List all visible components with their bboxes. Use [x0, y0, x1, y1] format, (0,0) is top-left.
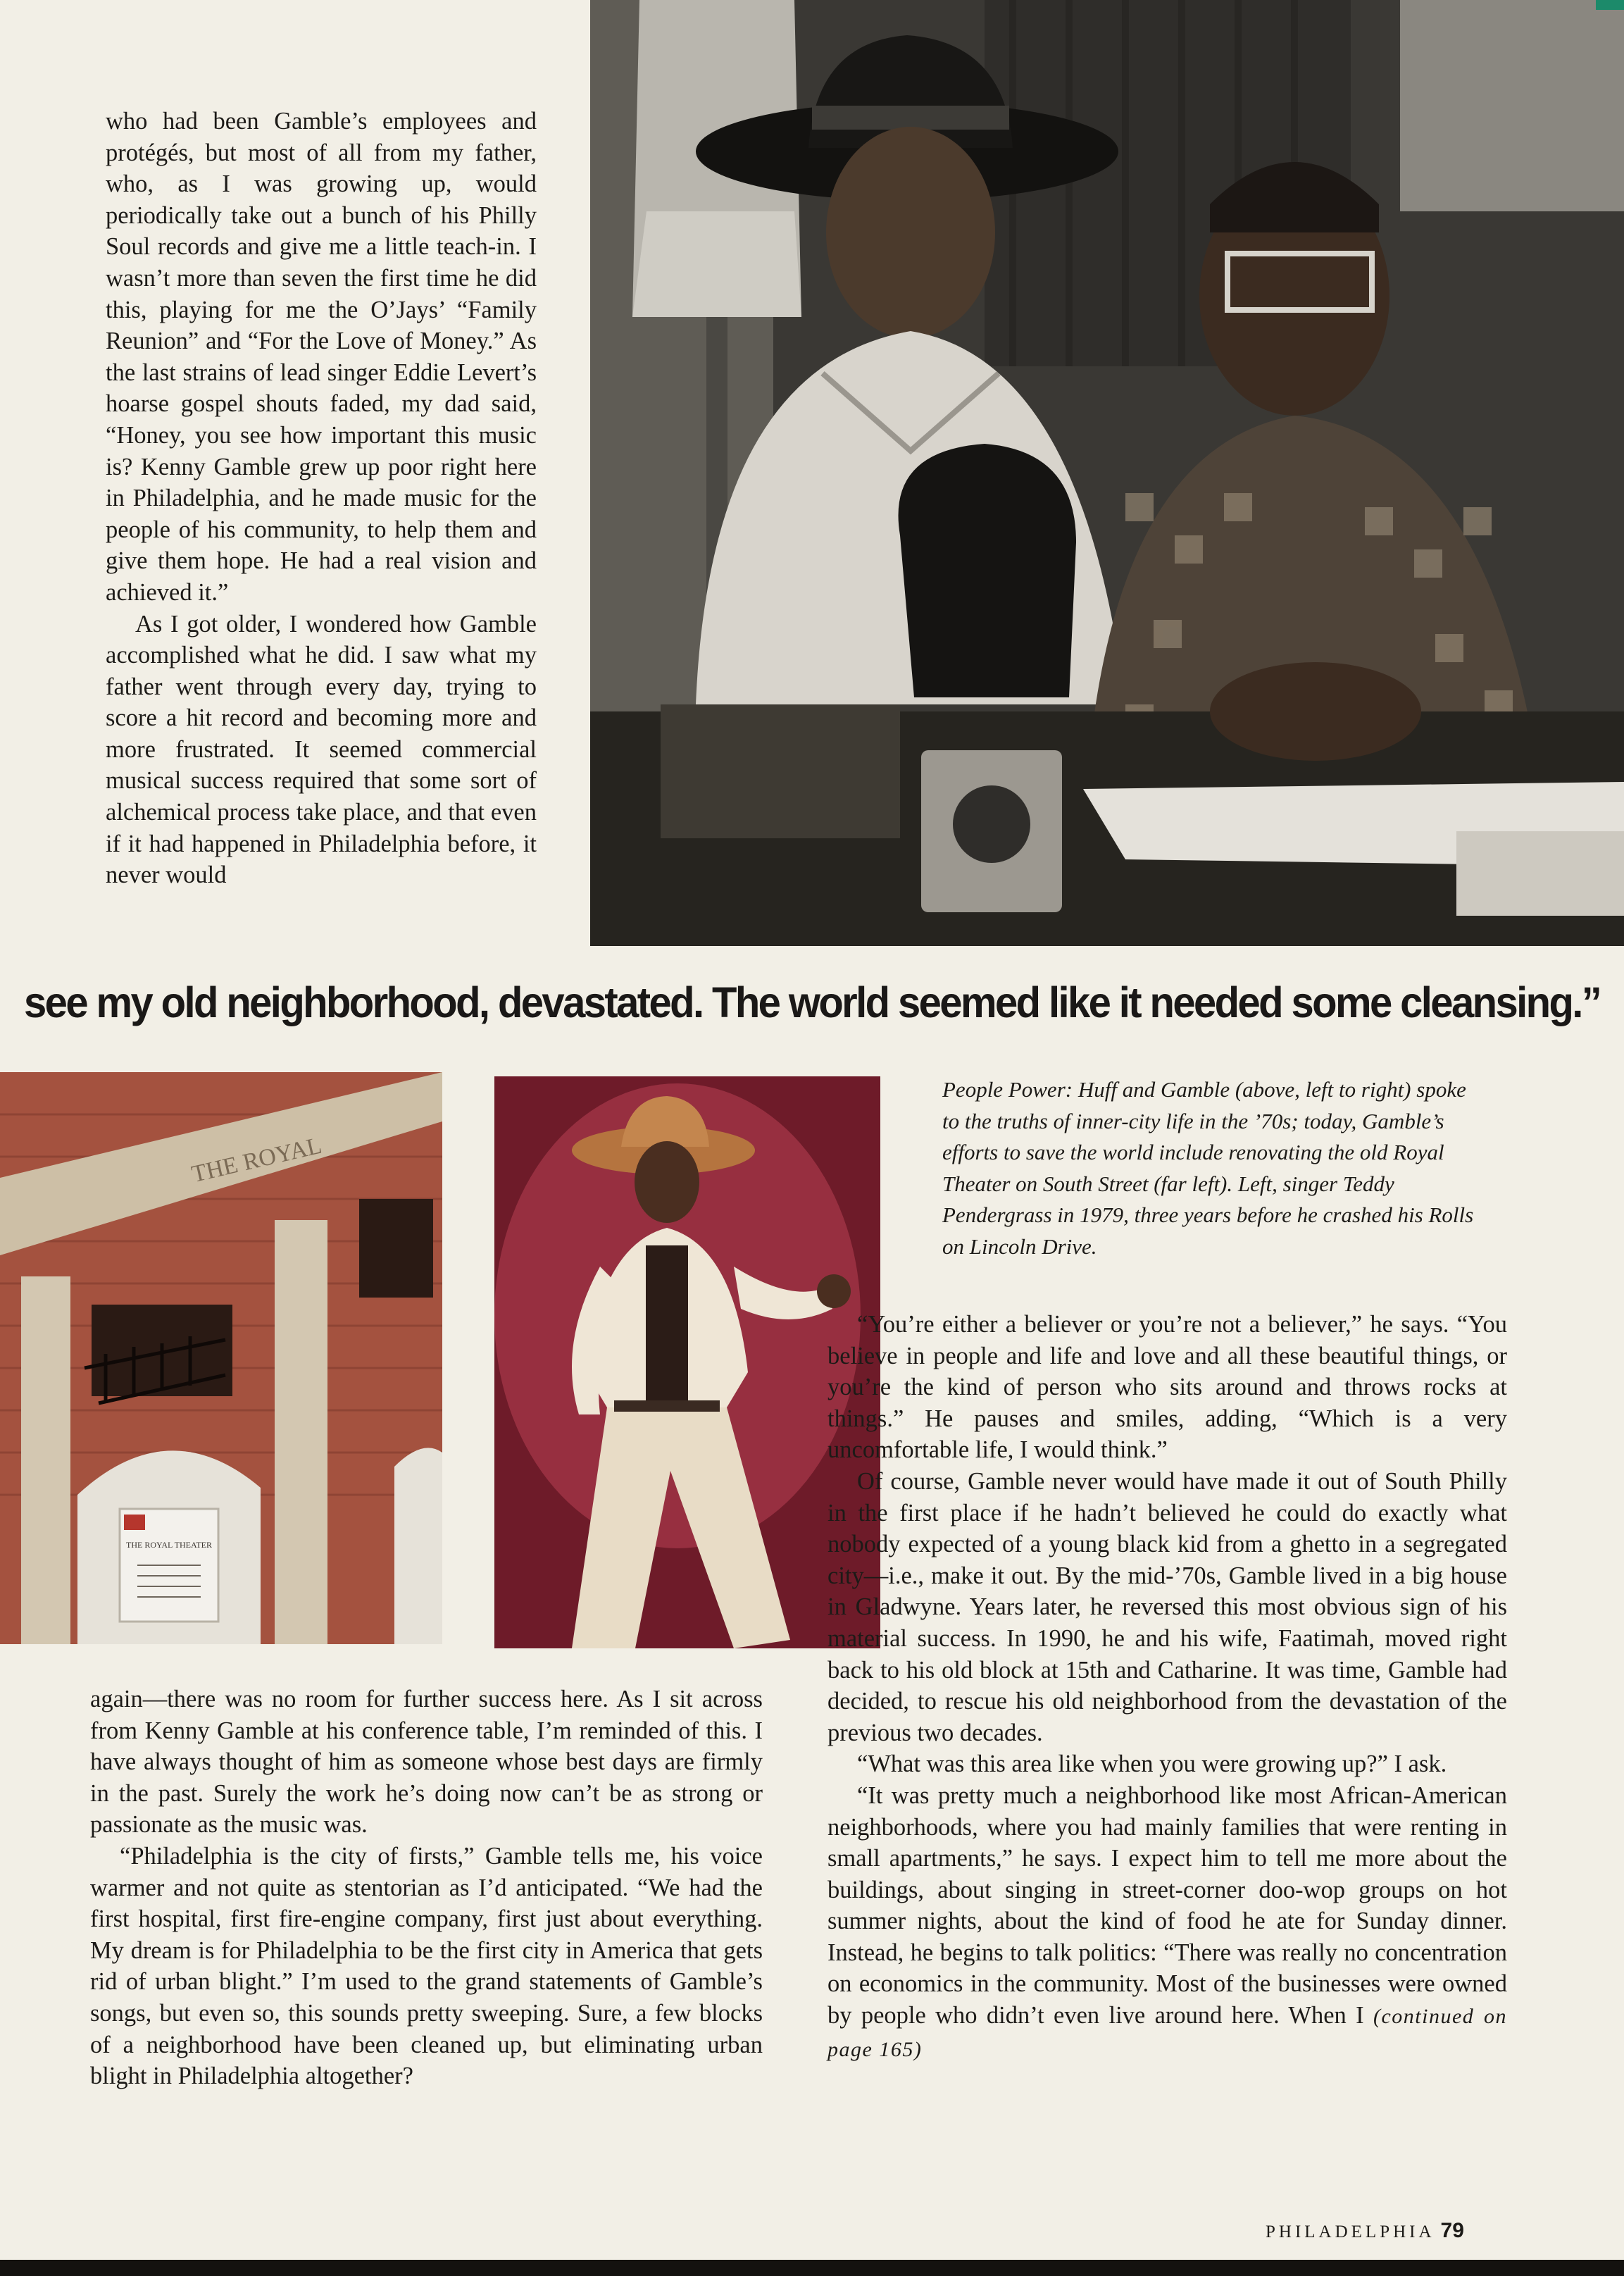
paragraph: “You’re either a believer or you’re not a believer,” he says. “You believe in people and life and love and all these beautiful things, or you’re the kind of person who sits around and throws rocks at things.” He pauses and smiles, adding, “Which is a very uncomfortable life, I would think.” — [827, 1311, 1507, 1464]
pull-quote: see my old neighborhood, devastated. The world seemed like it needed some cleansing.” — [24, 978, 1601, 1027]
page-edge-bar — [0, 2260, 1624, 2276]
theater-sign-text: THE ROYAL THEATER — [126, 1540, 212, 1550]
article-column-top — [106, 106, 537, 891]
royal-theater-photo — [0, 1072, 442, 1644]
paragraph: who had been Gamble’s employees and protégés, but most of all from my father, who, as I was growing up, would periodically take out a bunch of his Philly Soul records and give me a little teach-in. I wasn’t more than seven the first time he did this, playing for me the O’Jays’ “Family Reunion” and “For the Love of Money.” As the last strains of lead singer Eddie Levert’s hoarse gospel shouts faded, my dad said, “Honey, you see how important this music is? Kenny Gamble grew up poor right here in Philadelphia, and he made music for the people of his community, to help them and give them hope. He had a real vision and achieved it.” — [106, 108, 537, 606]
royal-theater-illustration — [0, 1072, 442, 1644]
huff-gamble-illustration — [590, 0, 1624, 946]
paragraph: “Philadelphia is the city of firsts,” Gamble tells me, his voice warmer and not quite as stentorian as I’d anticipated. “We had the first hospital, first fire-engine company, first just about everything. My dream is for Philadelphia to be the first city in America that gets rid of urban blight.” I’m used to the grand statements of Gamble’s songs, but even so, this sounds pretty sweeping. Sure, a few blocks of a neighborhood have been cleaned up, but eliminating urban blight in Philadelphia altogether? — [90, 1842, 763, 2090]
page-footer — [1266, 2219, 1464, 2243]
magazine-name: PHILADELPHIA — [1266, 2222, 1435, 2241]
teddy-pendergrass-illustration — [494, 1076, 880, 1648]
paragraph: Of course, Gamble never would have made it out of South Philly in the first place if he hadn’t believed he could do exactly what nobody expected of a young black kid from a ghetto in a segregated city—i.e., make it out. By the mid-’70s, Gamble lived in a big house in Gladwyne. Years later, he reversed this most obvious sign of his material success. In 1990, he and his wife, Faatimah, moved right back to his old block at 15th and Catharine. It was time, Gamble had decided, to rescue his old neighborhood from the devastation of the previous two decades. — [827, 1467, 1507, 1746]
article-column-bottom-left — [90, 1684, 763, 2092]
corner-tab — [1596, 0, 1624, 10]
paragraph: “What was this area like when you were growing up?” I ask. — [857, 1750, 1447, 1778]
article-column-right — [827, 1309, 1507, 2065]
photo-caption: People Power: Huff and Gamble (above, left to right) spoke to the truths of inner-city life in the ’70s; today, Gamble’s efforts to save the world include renovating the old Royal Theater on South Street (far left). Left, singer Teddy Pendergrass in 1979, three years before he crashed his Rolls on Lincoln Drive. — [942, 1077, 1474, 1259]
paragraph: again—there was no room for further success here. As I sit across from Kenny Gamble at his conference table, I’m reminded of this. I have always thought of him as someone whose best days are firmly in the past. Surely the work he’s doing now can’t be as strong or passionate as the music was. — [90, 1686, 763, 1839]
teddy-pendergrass-photo — [494, 1076, 880, 1648]
page-number: 79 — [1440, 2219, 1464, 2242]
paragraph: As I got older, I wondered how Gamble accomplished what he did. I saw what my father went through every day, trying to score a hit record and becoming more and more frustrated. It seemed commercial musical success required that some sort of alchemical process take place, and that even if it had happened in Philadelphia before, it never would — [106, 610, 537, 889]
huff-gamble-photo — [590, 0, 1624, 946]
paragraph — [827, 1780, 1507, 2065]
theater-facade-lettering: THE ROYAL — [189, 1132, 325, 1188]
paragraph-text: “It was pretty much a neighborhood like most African-American neighborhoods, where you had mainly families that were renting in small apartments,” he says. I expect him to tell me more about the buildings, about singing in street-corner doo-wop groups on hot summer nights, about the kind of food he ate for Sunday dinner. Instead, he begins to talk politics: “There was really no concentration on economics in the community. Most of the businesses were owned by people who didn’t even live around here. When I — [827, 1781, 1507, 2029]
continued-note: (continued on page 165) — [827, 2005, 1507, 2061]
